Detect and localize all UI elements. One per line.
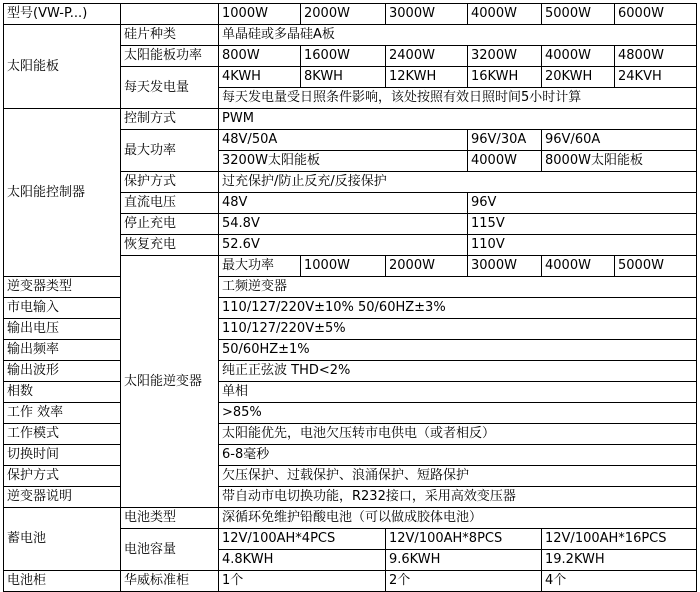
row-label: 保护方式 [121, 172, 219, 193]
table-row [4, 466, 697, 487]
row-value: 欠压保护、过载保护、浪涌保护、短路保护 [219, 466, 697, 487]
row-value: 3200W太阳能板 [219, 151, 468, 172]
row-value: 太阳能优先，电池欠压转市电供电（或者相反） [219, 424, 697, 445]
table-row [4, 277, 697, 298]
row-value: 4000W [542, 256, 615, 277]
table-row [4, 571, 697, 592]
row-value: 20KWH [542, 67, 615, 88]
row-value: 1000W [301, 256, 386, 277]
row-note: 每天发电量受日照条件影响，该处按照有效日照时间5小时计算 [219, 88, 697, 109]
row-value: 115V [468, 214, 697, 235]
table-row [4, 25, 697, 46]
table-row [4, 382, 697, 403]
table-row [4, 319, 697, 340]
row-label: 电池类型 [121, 508, 219, 529]
row-label: 市电输入 [4, 298, 121, 319]
row-value: 5000W [615, 256, 697, 277]
row-label: 直流电压 [121, 193, 219, 214]
model-label: 型号(VW-P...) [4, 4, 121, 25]
model-cell: 1000W [219, 4, 301, 25]
row-value: 16KWH [468, 67, 542, 88]
row-value: 19.2KWH [542, 550, 697, 571]
row-label: 输出波形 [4, 361, 121, 382]
table-row [4, 361, 697, 382]
row-value: 纯正正弦波 THD<2% [219, 361, 697, 382]
table-row [4, 298, 697, 319]
row-label: 保护方式 [4, 466, 121, 487]
row-value: 3200W [468, 46, 542, 67]
row-value: 54.8V [219, 214, 468, 235]
header-spacer [121, 4, 219, 25]
row-value: 48V [219, 193, 468, 214]
category-solar-panel: 太阳能板 [4, 25, 121, 109]
table-row [4, 403, 697, 424]
table-row [4, 424, 697, 445]
row-value: 50/60HZ±1% [219, 340, 697, 361]
row-label: 工作 效率 [4, 403, 121, 424]
row-value: 12KWH [386, 67, 468, 88]
row-value: 12V/100AH*4PCS [219, 529, 386, 550]
row-value: 12V/100AH*8PCS [386, 529, 542, 550]
row-value: 工频逆变器 [219, 277, 697, 298]
row-label: 停止充电 [121, 214, 219, 235]
row-value: >85% [219, 403, 697, 424]
row-value: 带自动市电切换功能，R232接口，采用高效变压器 [219, 487, 697, 508]
table-row [4, 340, 697, 361]
row-label: 逆变器说明 [4, 487, 121, 508]
row-value: 2000W [386, 256, 468, 277]
row-label: 输出电压 [4, 319, 121, 340]
table-row [4, 508, 697, 529]
row-value: 深循环免维护铅酸电池（可以做成胶体电池） [219, 508, 697, 529]
row-value: 3000W [468, 256, 542, 277]
row-value: 单晶硅或多晶硅A板 [219, 25, 697, 46]
model-cell: 2000W [301, 4, 386, 25]
row-value: 1600W [301, 46, 386, 67]
row-value: 2400W [386, 46, 468, 67]
row-value: 单相 [219, 382, 697, 403]
row-value: 6-8毫秒 [219, 445, 697, 466]
category-battery: 蓄电池 [4, 508, 121, 571]
row-value: 4KWH [219, 67, 301, 88]
category-inverter: 太阳能逆变器 [121, 256, 219, 508]
row-label: 控制方式 [121, 109, 219, 130]
row-label: 输出频率 [4, 340, 121, 361]
row-value: 96V/60A [542, 130, 697, 151]
row-label: 逆变器类型 [4, 277, 121, 298]
model-cell: 6000W [615, 4, 697, 25]
row-value: 52.6V [219, 235, 468, 256]
row-value: 4.8KWH [219, 550, 386, 571]
row-label: 最大功率 [219, 256, 301, 277]
row-label: 硅片种类 [121, 25, 219, 46]
row-label: 电池容量 [121, 529, 219, 571]
category-controller: 太阳能控制器 [4, 109, 121, 277]
row-label: 太阳能板功率 [121, 46, 219, 67]
row-value: 4个 [542, 571, 697, 592]
row-value: 110/127/220V±10% 50/60HZ±3% [219, 298, 697, 319]
row-value: PWM [219, 109, 697, 130]
row-value: 800W [219, 46, 301, 67]
table-row [4, 445, 697, 466]
row-label: 最大功率 [121, 130, 219, 172]
row-value: 110/127/220V±5% [219, 319, 697, 340]
row-value: 8KWH [301, 67, 386, 88]
table-row [4, 487, 697, 508]
model-cell: 3000W [386, 4, 468, 25]
row-value: 24KVH [615, 67, 697, 88]
row-value: 96V/30A [468, 130, 542, 151]
row-label: 华威标准柜 [121, 571, 219, 592]
row-value: 4800W [615, 46, 697, 67]
row-value: 4000W [468, 151, 542, 172]
row-value: 12V/100AH*16PCS [542, 529, 697, 550]
model-cell: 5000W [542, 4, 615, 25]
row-value: 110V [468, 235, 697, 256]
row-value: 过充保护/防止反充/反接保护 [219, 172, 697, 193]
category-cabinet: 电池柜 [4, 571, 121, 592]
row-value: 4000W [542, 46, 615, 67]
row-value: 48V/50A [219, 130, 468, 151]
table-row [4, 109, 697, 130]
row-label: 恢复充电 [121, 235, 219, 256]
header-row [4, 4, 697, 25]
row-label: 每天发电量 [121, 67, 219, 109]
model-cell: 4000W [468, 4, 542, 25]
row-value: 8000W太阳能板 [542, 151, 697, 172]
row-label: 工作模式 [4, 424, 121, 445]
spec-table [3, 3, 697, 592]
row-value: 9.6KWH [386, 550, 542, 571]
row-value: 2个 [386, 571, 542, 592]
row-label: 相数 [4, 382, 121, 403]
row-value: 1个 [219, 571, 386, 592]
row-value: 96V [468, 193, 697, 214]
row-label: 切换时间 [4, 445, 121, 466]
